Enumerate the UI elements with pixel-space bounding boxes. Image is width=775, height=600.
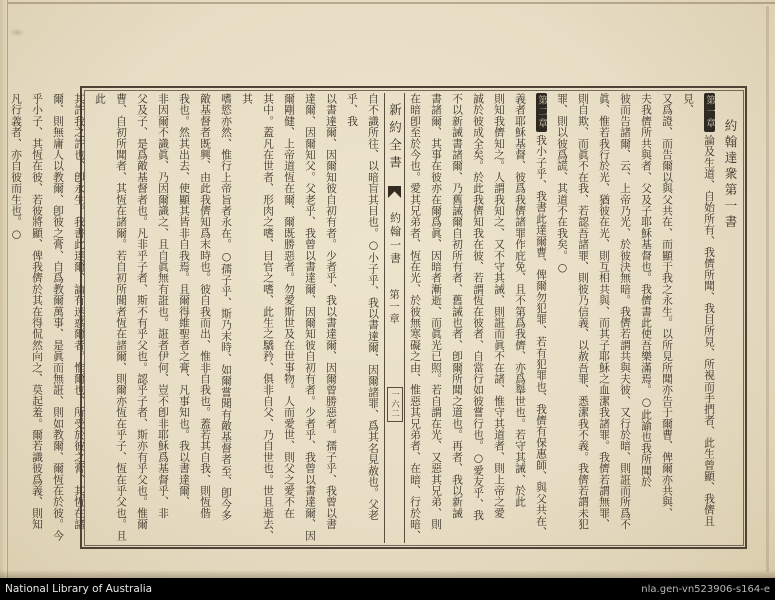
fold-inner [385,93,404,543]
text-column: 又爲證、而告爾以與父共在、而顯于我之永生。以所見所聞亦告于爾曹、俾爾亦共與、 [661,93,674,519]
text-column: 第二章我小子乎、我書此達爾曹、俾爾勿犯罪、若有犯罪也、我儕有保惠師、與父共在、 [535,95,548,538]
text-column: 達爾、因爾知父。父老乎、我曾以書達爾、因爾知彼自初有者。少者乎、我曾以書達爾、因 [304,93,317,541]
book-title: 新約全書 [387,103,403,173]
text-column: 在暗卽至於今也。愛其兄弟者、恆在光、於彼無寒礙之由、惟惡其兄弟者、在暗、行於暗、 [409,93,422,541]
page-fold-column [384,93,405,543]
text-column: 以書達爾、因爾知彼自初有者。少者乎、我以書達爾、因爾曾勝惡者。孺子乎、我曾以書 [325,93,338,530]
chapter-2-marker: 第二章 [536,95,547,130]
text-column: 其中。蓋凡在世者、形肉之嗜、目官之嗜、此生之驕矜、俱非自父、乃自世也。世且逝去、其 [241,93,275,541]
text-column: 不以新誡書諸爾、乃舊誡爾自初所有者、舊誡也者、卽爾所聞之道也。再者、我以新誡 [451,93,464,519]
vertical-text-flow [10,93,741,543]
text-column: 則知我儕知之。人謂我知之、又不守其誡、則誑而眞不在諸、惟守其道者、則上帝之愛 [493,93,506,519]
viewer-bottom-bar [0,578,775,600]
fishtail-mark [388,186,401,198]
text-column: 凡行義者、亦自彼而生也。○ [10,93,23,241]
epistle-title [720,93,741,569]
text-column: 其許我之許也、卽永生。我書此達爾、論有迷惑爾者。惟爾也、所受於彼之膏、其恆在諸 [73,93,86,530]
page-number: 一六二 [387,387,403,422]
running-chapter: 第一章 [388,289,400,325]
page-bottom-shadow [0,570,775,578]
text-column: 夫我儕所共與者、父及子耶穌基督也。我儕書此使吾樂滿焉。○此諭也我所聞於 [640,93,653,488]
library-name: National Library of Australia [5,583,153,595]
text-column: 則自欺、而眞不在我、若認吾諸罪、則彼乃信義、以赦吾罪、悉潔我不義。我儕若謂未犯 [577,93,590,530]
text-column: 眞、惟若我行於光、猶彼在光、則互相共與、而其子耶穌之血潔我諸罪。我儕若謂無罪、 [598,93,611,530]
text-column: 敵基督者既興、由此我儕知爲末時也。彼自我而出、惟非自我也。蓋若其自我、則恆偕 [199,93,212,519]
text-column: 曹、自初所聞者、其恆在諸爾。若自初所聞者恆在諸爾、則爾亦恆在乎子、恆在乎父也。且此 [94,93,128,541]
text-column: 彼而告諸爾、云、上帝乃光、於彼決無暗。我儕若謂共與夫彼、又行於暗、則誑而所爲不 [619,93,632,530]
text-column: 我也。然其出去、使顯其皆非自我焉。且爾得維聖者之膏、凡事知也。我以書達爾、 [178,93,191,508]
text-column: 自不識所往、以暗盲其目也。○小子乎、我以書達爾、因爾諸罪、爲其名見赦也。父老乎、我 [346,93,380,521]
text-column: 爾剛健、上帝道恆在爾、爾既勝惡者。勿愛斯世及在世事物。人而愛世、則父之愛不在 [283,93,296,519]
text-column: 義者耶穌基督、彼爲我儕諸罪作庇免、且不第爲我儕、亦爲舉世也。若守其誡、於此 [514,93,527,508]
text-column: 乎小子、其恆在彼、若彼將顯、俾我儕於其在得侃然向之、莫起羞。爾若識彼爲義、則知 [31,93,44,530]
text-column: 父及子、是爲敵基督者也。凡非乎子者、斯不有乎父也。認乎子者、斯亦有乎父也。惟爾 [136,93,149,530]
epistle-title-text: 約翰達衆第一書 [723,119,738,231]
text-column: 誠於彼成全矣。於此我儕知我在彼、若謂恆在彼者、自當行如彼嘗行也。○愛友乎、我 [472,93,485,521]
text-column: 罪、則以彼爲謊、其道不在我矣。○ [556,93,569,275]
running-book-title: 約翰一書 [388,212,402,266]
text-column: 爾、則無庸人以教爾、卽彼之膏、自爲教爾萬事、是眞而無誑、則如教爾、爾恆在於彼。今 [52,93,65,541]
text-column: 嗜慾亦然、惟行上帝旨者永在。○孺子乎、斯乃末時、如爾嘗聞有敵基督者至、卽今多 [220,93,233,521]
chapter-1-marker: 第一章 [704,95,715,130]
image-id: nla.gen-vn523906-s164-e [641,583,770,595]
page-crease [0,2,775,4]
text-column: 書諸爾、其事在彼亦在爾爲眞、因暗者漸逝、而眞光已照。若自謂在光、又惡其兄弟、則 [430,93,443,530]
pencil-smudge [9,28,25,37]
text-column: 非因爾不識眞、乃因爾識之、且自眞無有誑也。誑者伊何、豈不卽非耶穌爲基督乎、非 [157,93,170,519]
printed-text-block [10,86,747,549]
text-column: 第一章論及生道、自始所有、我儕所聞、我目所見、所視而手捫者、此生曾顯、我儕且見、 [682,93,716,527]
page-right-edge [766,6,769,572]
